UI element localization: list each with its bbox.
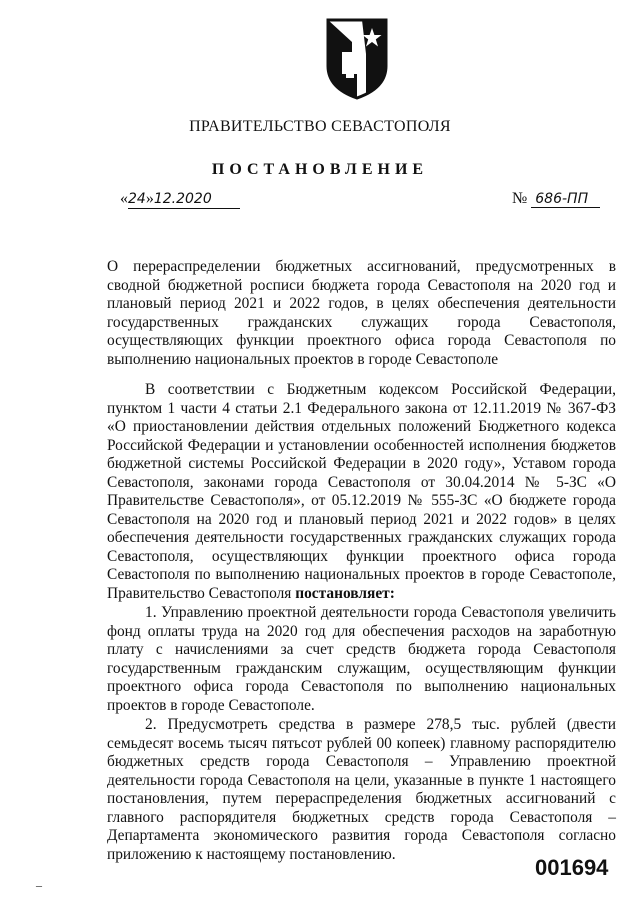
preamble-paragraph [107, 381, 616, 603]
date-quote-close: » [145, 190, 154, 207]
subject-paragraph: О перераспределении бюджетных ассигнований, предусмотренных в сводной бюджетной росписи бюджета города Севастополя на 2020 год и плановый период 2021 и 2022 годов, в целях обеспечения деятельности государственных гражданских служащих города Севастополя, осуществляющих функции проектного офиса города Севастополя по выполнению национальных проектов в городе Севастополе [107, 258, 616, 368]
item-2: 2. Предусмотреть средства в размере 278,5 тыс. рублей (двести семьдесят восемь тысяч пятьсот рублей 00 копеек) главному распорядителю бюджетных средств города Севастополя – Управлению проектной деятельности города Севастополя на цели, указанные в пункте 1 настоящего постановления, путем перераспределения бюджетных ассигнований с главного распорядителя бюджетных средств города Севастополя – Департамента экономического развития города Севастополя согласно приложению к настоящему постановлению. [107, 716, 616, 863]
date-quote-open: « [120, 190, 128, 207]
document-type: ПОСТАНОВЛЕНИЕ [211, 161, 429, 178]
number-value: 686-ПП [531, 191, 600, 208]
preamble-text: В соответствии с Бюджетным кодексом Российской Федерации, пунктом 1 части 4 статьи 2.1 Федерального закона от 12.11.2019 № 367-ФЗ «О приостановлении действия отдельных положений Бюджетного кодекса Российской Федерации и установлении особенностей исполнения бюджетов бюджетной системы Российской Федерации в 2020 году», Уставом города Севастополя, законами города Севастополя от 30.04.2014 № 5-ЗС «О Правительстве Севастополя», от 05.12.2019 № 555-ЗС «О бюджете города Севастополя на 2020 год и плановый период 2021 и 2022 годов» в целях обеспечения деятельности государственных гражданских служащих города Севастополя, осуществляющих функции проектного офиса города Севастополя по выполнению национальных проектов в городе Севастополе, Правительство Севастополя [107, 381, 616, 602]
date-month-year: 12.2020 [153, 191, 212, 207]
government-name: ПРАВИТЕЛЬСТВО СЕВАСТОПОЛЯ [189, 118, 451, 135]
number-label: № [512, 190, 528, 207]
sevastopol-coat-of-arms-icon [322, 14, 392, 102]
margin-mark: – [36, 878, 42, 892]
date-day: 24 [128, 191, 146, 207]
document-number [512, 190, 600, 208]
item-1: 1. Управлению проектной деятельности города Севастополя увеличить фонд оплаты труда на 2020 год для обеспечения расходов на заработную плату с начислениями за счет средств бюджета города Севастополя государственным гражданским служащим, осуществляющим функции проектного офиса города Севастополя по выполнению национальных проектов в городе Севастополе. [107, 604, 616, 714]
document-date [120, 190, 240, 209]
serial-number: 001694 [535, 855, 609, 880]
decree-word: постановляет: [295, 584, 395, 602]
